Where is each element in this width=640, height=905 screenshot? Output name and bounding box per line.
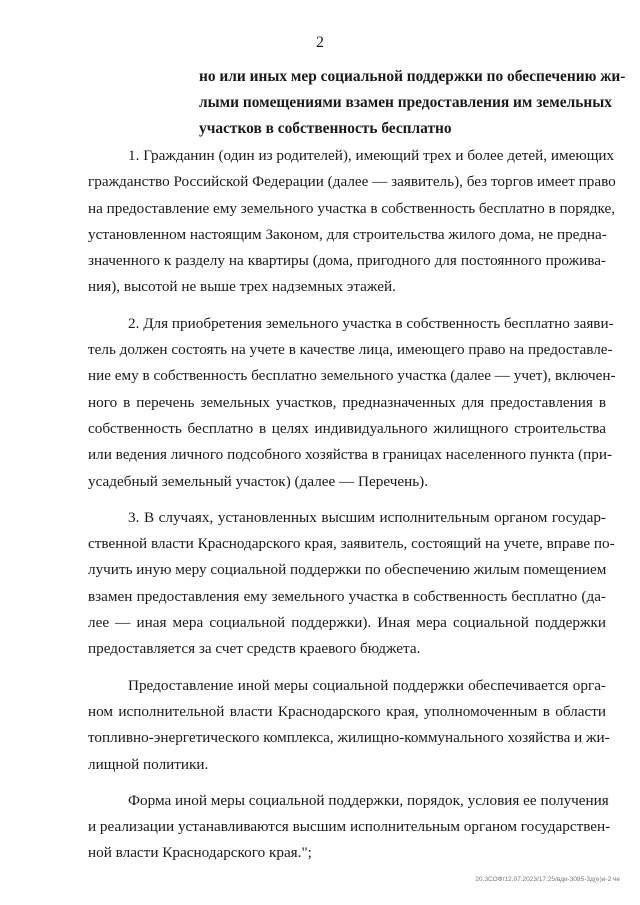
text-line: или ведения личного подсобного хозяйства в границах населенного пункта (при- (88, 446, 613, 464)
text-line: значенного к разделу на квартиры (дома, пригодного для постоянного прожива- (88, 252, 606, 270)
text-line: лищной политики. (88, 755, 209, 773)
text-line: ния), высотой не выше трех надземных этажей. (88, 278, 396, 296)
text-line: тель должен состоять на учете в качестве лица, имеющего право на предоставле- (88, 341, 613, 359)
text-line: и реализации устанавливаются высшим исполнительным органом государствен- (88, 818, 611, 836)
section-heading (199, 64, 626, 142)
text-line: ного в перечень земельных участков, предназначенных для предоставления в (88, 393, 606, 411)
text-line: установленном настоящим Законом, для строительства жилого дома, не предна- (88, 225, 607, 243)
text-line: 1. Гражданин (один из родителей), имеющий трех и более детей, имеющих (128, 147, 615, 164)
text-line: лее — иная мера социальной поддержки). Иная мера социальной поддержки (88, 614, 606, 632)
text-line: Предоставление иной меры социальной поддержки обеспечивается орга- (128, 676, 606, 694)
text-line: предоставляется за счет средств краевого бюджета. (88, 640, 421, 658)
text-line: собственность бесплатно в целях индивидуального жилищного строительства (88, 419, 606, 437)
text-line: усадебный земельный участок) (далее — Перечень). (88, 472, 428, 490)
paragraph-2 (88, 311, 616, 495)
text-line: лучить иную меру социальной поддержки по обеспечению жилым помещением (88, 561, 607, 579)
paragraph-4 (88, 673, 610, 778)
paragraph-1 (88, 143, 616, 301)
paragraph-3 (88, 505, 615, 663)
heading-line: участков в собственность бесплатно (199, 120, 452, 137)
text-line: 3. В случаях, установленных высшим исполнительным органом государ- (128, 508, 606, 526)
footer-stamp: 20.3СОФ/12.07.2023/17:25/вди-3085-3д(е)и-2 че (475, 876, 620, 883)
page-number: 2 (316, 34, 324, 51)
text-line: ние ему в собственность бесплатно земельного участка (далее — учет), включен- (88, 367, 616, 385)
text-line: Форма иной меры социальной поддержки, порядок, условия ее получения (128, 791, 609, 809)
heading-line: но или иных мер социальной поддержки по обеспечению жи- (199, 68, 626, 85)
text-line: топливно-энергетического комплекса, жилищно-коммунального хозяйства и жи- (88, 729, 610, 747)
text-line: на предоставление ему земельного участка в собственность бесплатно в порядке, (88, 199, 616, 217)
paragraph-5 (88, 788, 611, 867)
heading-line: лыми помещениями взамен предоставления им земельных (199, 94, 612, 111)
text-line: гражданство Российской Федерации (далее — заявитель), без торгов имеет право (88, 173, 616, 191)
text-line: ственной власти Краснодарского края, заявитель, состоящий на учете, вправе по- (88, 535, 615, 553)
text-line: ной власти Краснодарского края."; (88, 844, 312, 862)
text-line: 2. Для приобретения земельного участка в собственность бесплатно заяви- (128, 314, 614, 332)
document-body (88, 143, 616, 877)
text-line: взамен предоставления ему земельного участка в собственность бесплатно (да- (88, 587, 606, 605)
text-line: ном исполнительной власти Краснодарского края, уполномоченным в области (88, 702, 606, 720)
